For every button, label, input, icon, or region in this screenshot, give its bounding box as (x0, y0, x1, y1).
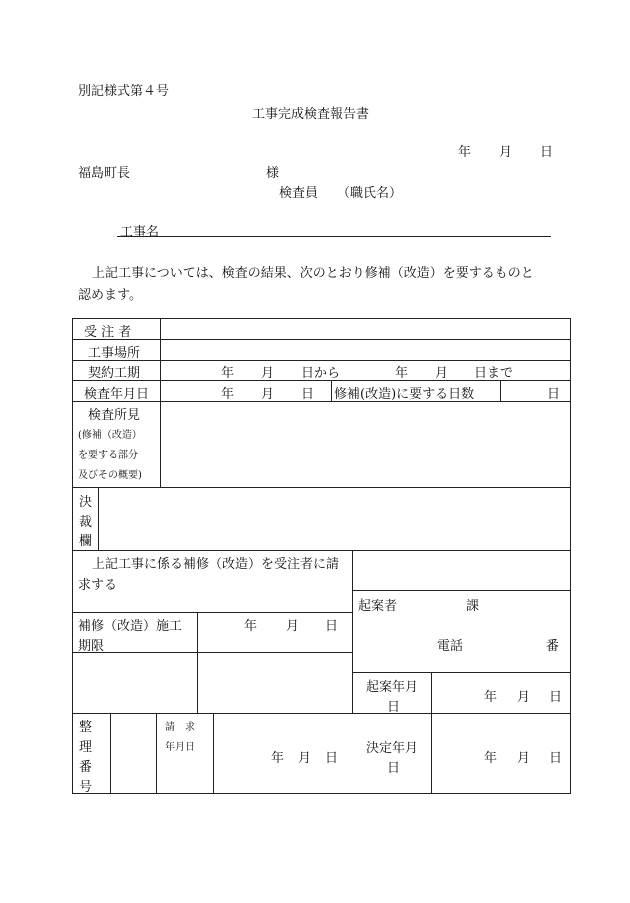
request-text-2: 求する (78, 578, 118, 593)
col-line (352, 550, 353, 713)
findings-sub-3: 及びその概要) (78, 470, 142, 481)
inspector-label: 検査員 (279, 186, 319, 201)
inspect-year: 年 (221, 387, 235, 402)
decided-month: 月 (517, 751, 531, 766)
period-year2: 年 (395, 366, 409, 381)
inspect-day: 日 (301, 387, 315, 402)
col-line (110, 713, 111, 794)
body-text-line2: 認めます。 (78, 288, 142, 303)
addressee-suffix: 様 (266, 166, 280, 181)
work-name-label: 工事名 (120, 225, 160, 240)
col-line (98, 487, 99, 550)
request-month: 月 (298, 751, 312, 766)
row-line (72, 652, 352, 653)
col-line (213, 713, 214, 794)
period-month2: 月 (435, 366, 449, 381)
section-label: 課 (466, 599, 480, 614)
work-name-underline (117, 236, 551, 237)
col-line (431, 672, 432, 794)
decision-char-1: 決 (79, 495, 93, 510)
row-line (72, 550, 571, 551)
form-number: 別記様式第４号 (78, 84, 170, 99)
findings-sub-1: (修補（改造） (78, 430, 142, 441)
row-line (352, 672, 571, 673)
drafter-label: 起案者 (358, 599, 398, 614)
inspector-name: （職氏名） (337, 186, 403, 201)
date-year: 年 (458, 145, 472, 160)
repair-days-label: 修補(改造)に要する日数 (334, 387, 475, 402)
draft-month: 月 (517, 690, 531, 705)
row-line (72, 360, 571, 361)
row-line (72, 487, 571, 488)
decided-day: 日 (549, 751, 563, 766)
repair-days-unit: 日 (547, 387, 561, 402)
body-text-line1: 上記工事については、検査の結果、次のとおり修補（改造）を要するものと (92, 266, 534, 281)
deadline-month: 月 (286, 619, 300, 634)
row-line (72, 713, 571, 714)
serial-char-4: 号 (79, 780, 93, 795)
draft-date-label-2: 日 (387, 700, 401, 715)
decision-char-2: 裁 (79, 515, 93, 530)
number-suffix: 番 (546, 639, 560, 654)
col-line (197, 612, 198, 713)
row-line (72, 612, 352, 613)
serial-char-3: 番 (79, 760, 93, 775)
draft-year: 年 (484, 690, 498, 705)
request-day: 日 (325, 751, 339, 766)
contractor-label: 受 注 者 (84, 325, 132, 340)
date-day: 日 (540, 145, 554, 160)
deadline-year: 年 (244, 619, 258, 634)
col-line (500, 380, 501, 401)
col-line (156, 713, 157, 794)
request-text-1: 上記工事に係る補修（改造）を受注者に請 (92, 557, 340, 572)
serial-char-2: 理 (79, 740, 93, 755)
draft-date-label-1: 起案年月 (366, 680, 419, 695)
deadline-label-1: 補修（改造）施工 (78, 619, 183, 634)
request-year: 年 (271, 751, 285, 766)
decided-label-2: 日 (387, 761, 401, 776)
date-month: 月 (499, 145, 513, 160)
request-date-label-1: 請 求 (165, 722, 195, 733)
document-title: 工事完成検査報告書 (252, 107, 370, 122)
decided-label-1: 決定年月 (366, 741, 419, 756)
deadline-day: 日 (325, 619, 339, 634)
draft-day: 日 (549, 690, 563, 705)
decided-year: 年 (484, 751, 498, 766)
findings-sub-2: を要する部分 (78, 450, 138, 461)
request-date-label-2: 年月日 (165, 742, 195, 753)
period-year1: 年 (221, 366, 235, 381)
row-line (352, 590, 571, 591)
inspect-month: 月 (261, 387, 275, 402)
findings-label: 検査所見 (88, 408, 141, 423)
site-label: 工事場所 (88, 346, 141, 361)
col-line (160, 318, 161, 487)
period-label: 契約工期 (88, 366, 141, 381)
serial-char-1: 整 (79, 720, 93, 735)
decision-char-3: 欄 (79, 534, 93, 549)
period-day2: 日まで (474, 366, 514, 381)
col-line (331, 380, 332, 401)
period-month1: 月 (261, 366, 275, 381)
inspect-date-label: 検査年月日 (84, 387, 150, 402)
addressee: 福島町長 (78, 166, 131, 181)
row-line (72, 339, 571, 340)
phone-label: 電話 (437, 639, 464, 654)
period-day1: 日から (301, 366, 341, 381)
deadline-label-2: 期限 (78, 639, 105, 654)
